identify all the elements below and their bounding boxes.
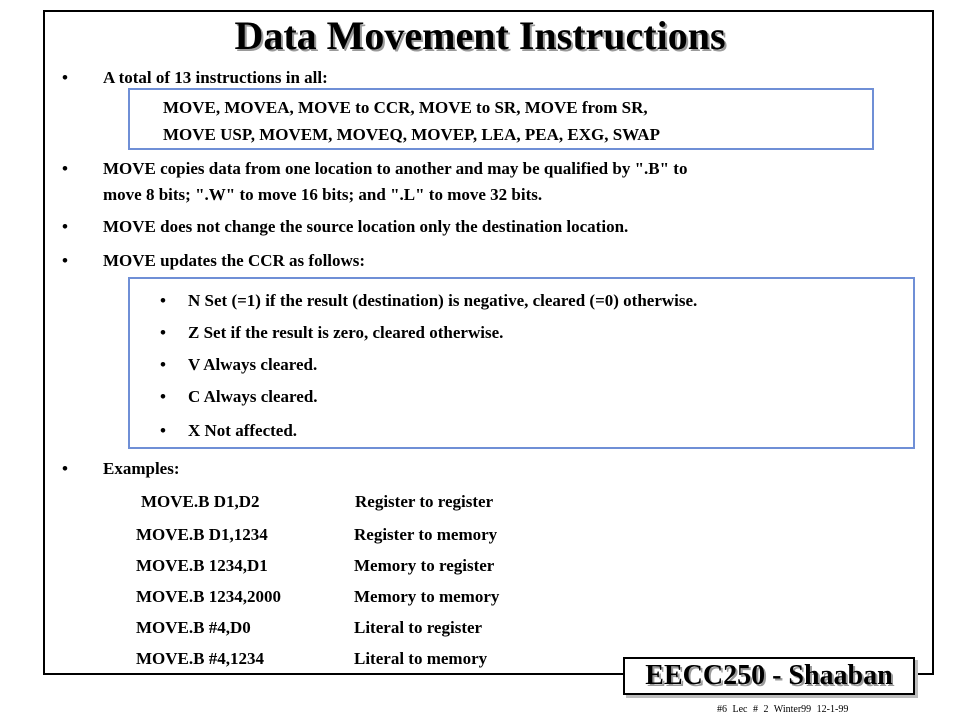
move-ccr-text: MOVE updates the CCR as follows:	[103, 251, 366, 270]
ccr-flag-text: C Always cleared.	[188, 387, 318, 406]
bullet-dot: •	[62, 159, 68, 178]
course-badge-text: EECC250 - Shaaban	[645, 660, 893, 691]
example-desc: Register to register	[355, 492, 494, 511]
bullet-dot: •	[160, 355, 166, 374]
move-copies-line: move 8 bits; ".W" to move 16 bits; and ".L" to move 32 bits.	[103, 185, 543, 204]
example-code: MOVE.B #4,D0	[136, 618, 251, 637]
move-source-text: MOVE does not change the source location only the destination location.	[103, 217, 629, 236]
ccr-flag-text: N Set (=1) if the result (destination) is negative, cleared (=0) otherwise.	[188, 291, 698, 310]
bullet-dot: •	[160, 421, 166, 440]
slide-footer: #6 Lec # 2 Winter99 12-1-99	[717, 704, 849, 715]
example-code: MOVE.B 1234,2000	[136, 587, 281, 606]
example-desc: Register to memory	[354, 525, 498, 544]
bullet-dot: •	[160, 323, 166, 342]
bullet-dot: •	[62, 251, 68, 270]
example-code: MOVE.B #4,1234	[136, 649, 264, 668]
example-desc: Memory to memory	[354, 587, 500, 606]
slide-title: Data Movement Instructions	[234, 13, 726, 58]
example-desc: Memory to register	[354, 556, 495, 575]
intro-text: A total of 13 instructions in all:	[103, 68, 328, 87]
example-code: MOVE.B 1234,D1	[136, 556, 268, 575]
bullet-dot: •	[160, 387, 166, 406]
ccr-flag-text: Z Set if the result is zero, cleared otherwise.	[188, 323, 504, 342]
course-badge	[623, 657, 915, 695]
example-desc: Literal to register	[354, 618, 483, 637]
example-code: MOVE.B D1,1234	[136, 525, 268, 544]
move-copies-line: MOVE copies data from one location to another and may be qualified by ".B" to	[103, 159, 688, 178]
bullet-dot: •	[62, 68, 68, 87]
instruction-list-line: MOVE, MOVEA, MOVE to CCR, MOVE to SR, MOVE from SR,	[163, 98, 648, 117]
ccr-flag-text: V Always cleared.	[188, 355, 318, 374]
bullet-dot: •	[62, 217, 68, 236]
examples-label: Examples:	[103, 459, 180, 478]
instruction-list-line: MOVE USP, MOVEM, MOVEQ, MOVEP, LEA, PEA, EXG, SWAP	[163, 125, 660, 144]
bullet-dot: •	[62, 459, 68, 478]
example-code: MOVE.B D1,D2	[141, 492, 260, 511]
example-desc: Literal to memory	[354, 649, 488, 668]
ccr-flag-text: X Not affected.	[188, 421, 298, 440]
bullet-dot: •	[160, 291, 166, 310]
